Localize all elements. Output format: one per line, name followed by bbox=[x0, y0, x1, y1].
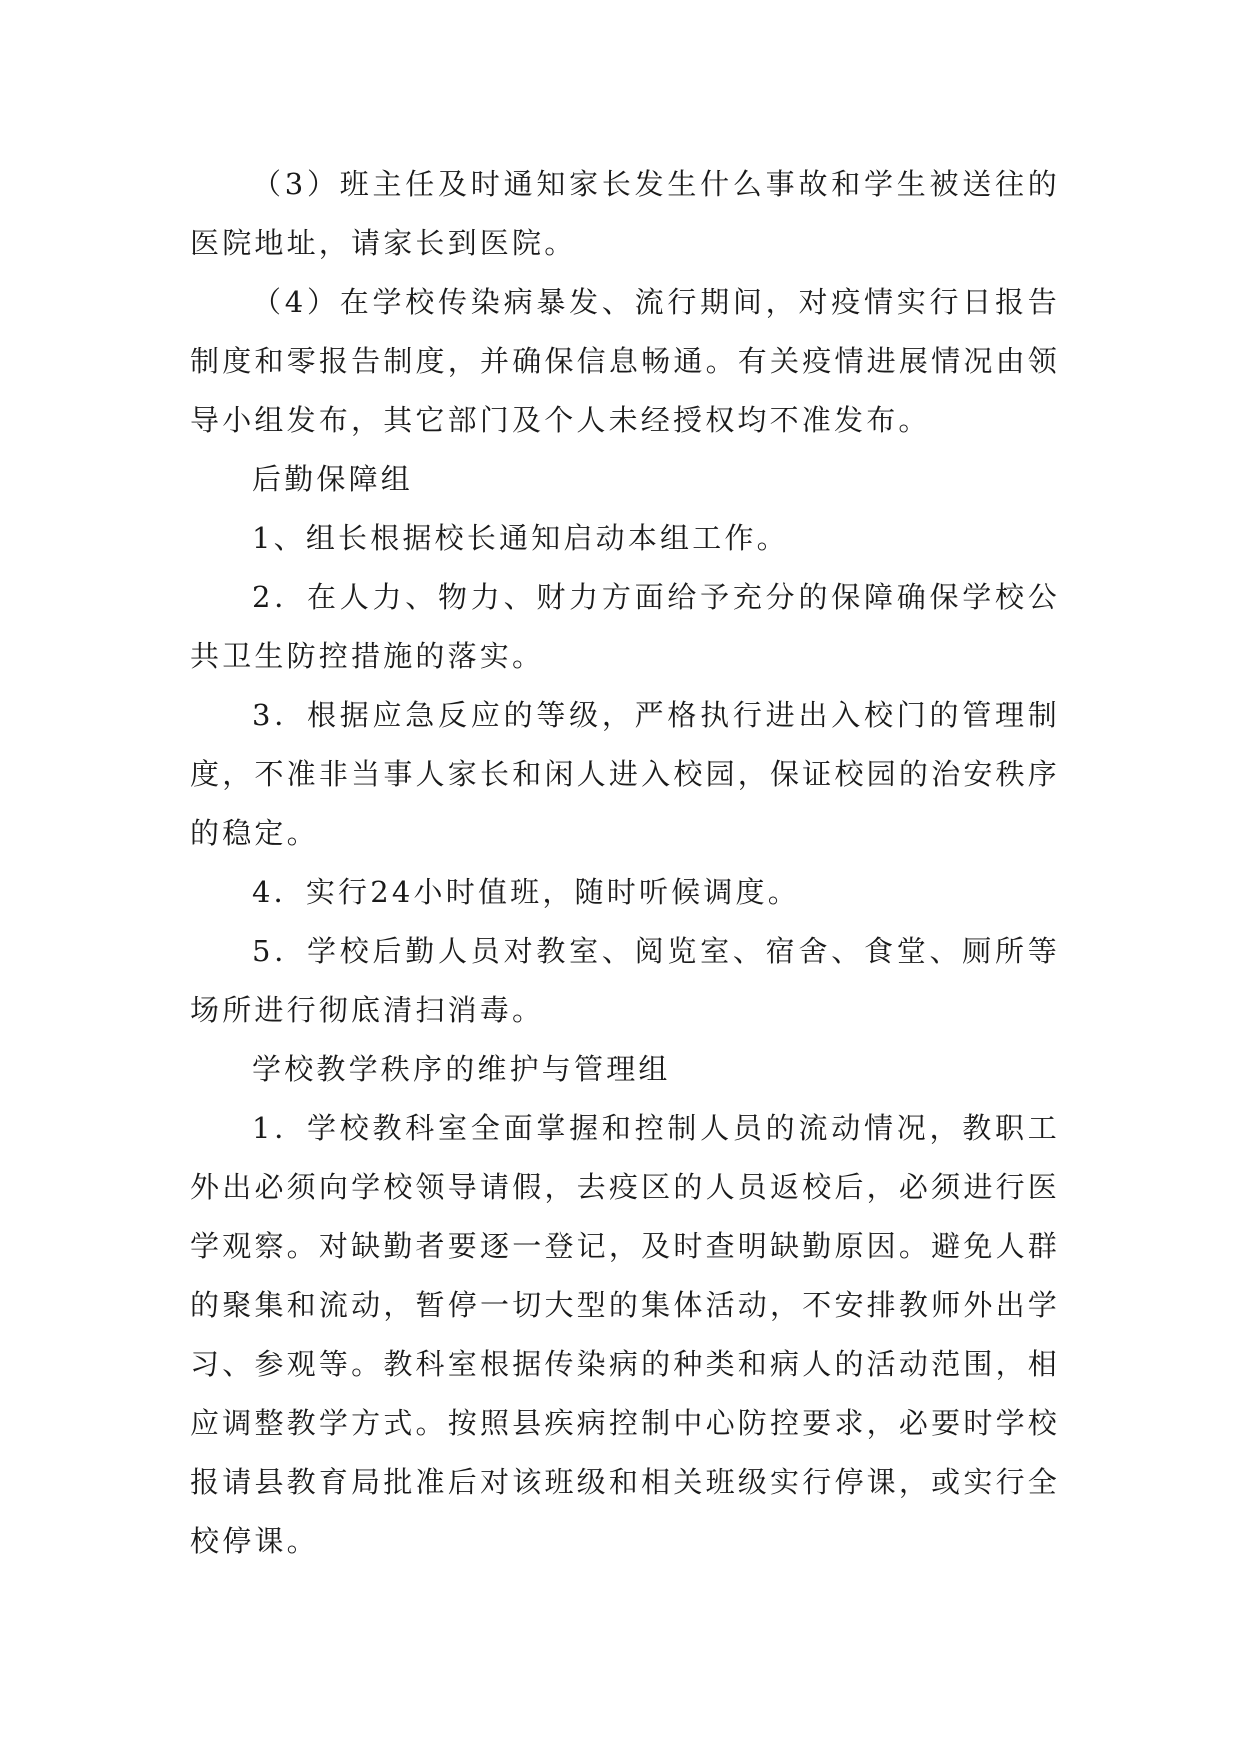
paragraph-logistics-3: 3．根据应急反应的等级，严格执行进出入校门的管理制度，不准非当事人家长和闲人进入校园，保证校园的治安秩序的稳定。 bbox=[190, 698, 1060, 850]
paragraph-teaching-order-1: 1．学校教科室全面掌握和控制人员的流动情况，教职工外出必须向学校领导请假，去疫区的人员返校后，必须进行医学观察。对缺勤者要逐一登记，及时查明缺勤原因。避免人群的聚集和流动，暂停一切大型的集体活动，不安排教师外出学习、参观等。教科室根据传染病的种类和病人的活动范围，相应调整教学方式。按照县疾病控制中心防控要求，必要时学校报请县教育局批准后对该班级和相关班级实行停课，或实行全校停课。 bbox=[190, 1111, 1060, 1558]
paragraph-logistics-5: 5．学校后勤人员对教室、阅览室、宿舍、食堂、厕所等场所进行彻底清扫消毒。 bbox=[190, 934, 1060, 1027]
paragraph-class-teacher-notify: （3）班主任及时通知家长发生什么事故和学生被送往的医院地址，请家长到医院。 bbox=[190, 167, 1060, 260]
paragraph-logistics-4: 4．实行24小时值班，随时听候调度。 bbox=[252, 875, 800, 909]
paragraph-logistics-1: 1、组长根据校长通知启动本组工作。 bbox=[252, 521, 789, 555]
section-heading-logistics: 后勤保障组 bbox=[252, 462, 414, 496]
document-body bbox=[190, 155, 1060, 1571]
paragraph-epidemic-reporting: （4）在学校传染病暴发、流行期间，对疫情实行日报告制度和零报告制度，并确保信息畅通。有关疫情进展情况由领导小组发布，其它部门及个人未经授权均不准发布。 bbox=[190, 285, 1060, 437]
section-heading-teaching-order: 学校教学秩序的维护与管理组 bbox=[252, 1052, 671, 1086]
paragraph-logistics-2: 2．在人力、物力、财力方面给予充分的保障确保学校公共卫生防控措施的落实。 bbox=[190, 580, 1060, 673]
